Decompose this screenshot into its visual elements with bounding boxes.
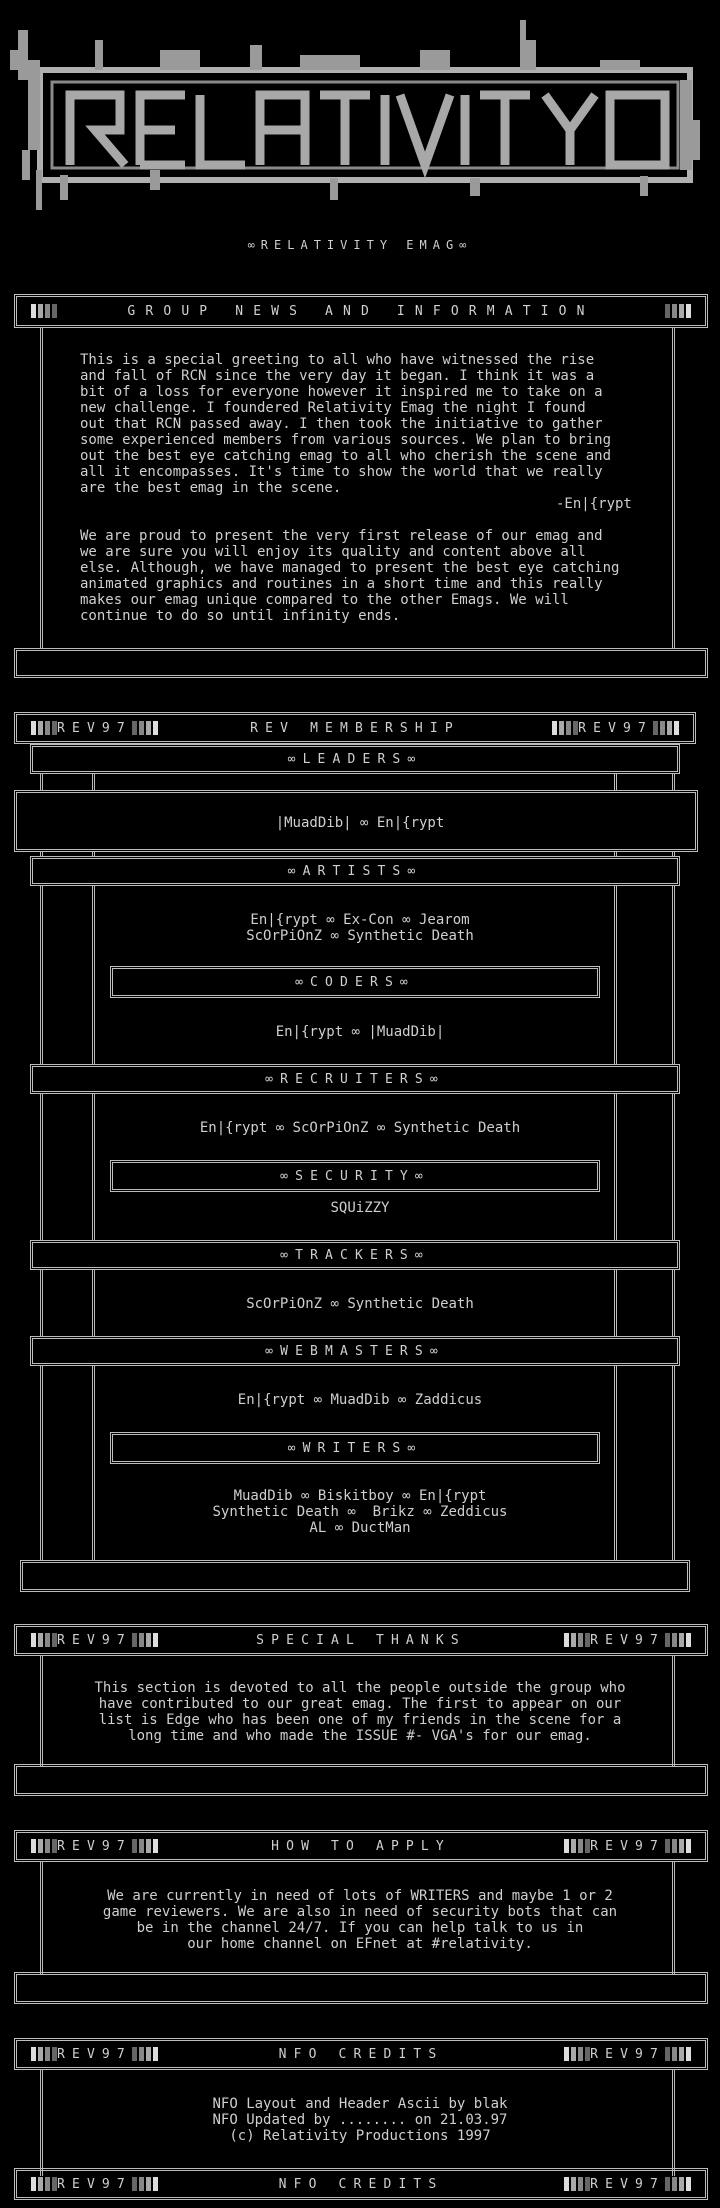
- how-to-apply-header: [14, 1830, 708, 1862]
- rev-label: REV97: [590, 2176, 665, 2192]
- block-bar-icon: [31, 721, 57, 735]
- recruiters-label: ∞RECRUITERS∞: [30, 1064, 680, 1094]
- block-bar-icon: [132, 1633, 158, 1647]
- subtitle: ∞RELATIVITY EMAG∞: [247, 238, 473, 252]
- block-bar-icon: [564, 2177, 590, 2191]
- membership-title: REV MEMBERSHIP: [250, 720, 460, 736]
- special-thanks-text: This section is devoted to all the people outside the group who have contributed to our great emag. The first to appear on our list is Edge who has been one of my friends in the scene for a long time and who made the ISSUE #- VGA's for our emag.: [94, 1680, 626, 1744]
- artists-members: En|{rypt ∞ Ex-Con ∞ Jearom ScOrPiOnZ ∞ Synthetic Death: [246, 912, 474, 944]
- rev-label: REV97: [57, 2176, 132, 2192]
- special-thanks-title: SPECIAL THANKS: [256, 1632, 466, 1648]
- block-bar-icon: [132, 1839, 158, 1853]
- svg-text:RELATIVITY: RELATIVITY: [356, 140, 364, 141]
- coders-members: En|{rypt ∞ |MuadDib|: [275, 1024, 445, 1040]
- special-thanks-header: [14, 1624, 708, 1656]
- group-news-paragraph-2: We are proud to present the very first release of our emag and we are sure you will enjoy its quality and content above all else. Although, we have managed to present the best eye catching animated graphics and routines in a short time and this really makes our emag unique compared to the other Emags. We will continue to do so until infinity ends.: [80, 528, 620, 624]
- block-bar-icon: [552, 721, 578, 735]
- leaders-members: |MuadDib| ∞ En|{rypt: [275, 815, 445, 831]
- block-bar-icon: [665, 2047, 691, 2061]
- nfo-credits-footer-title: NFO CREDITS: [278, 2176, 444, 2192]
- security-label: ∞SECURITY∞: [110, 1160, 600, 1192]
- section-footer-bar: [14, 1972, 708, 2004]
- block-bar-icon: [132, 2047, 158, 2061]
- how-to-apply-title: HOW TO APPLY: [271, 1838, 451, 1854]
- trackers-members: ScOrPiOnZ ∞ Synthetic Death: [246, 1296, 474, 1312]
- block-bar-icon: [132, 2177, 158, 2191]
- writers-members: MuadDib ∞ Biskitboy ∞ En|{rypt Synthetic Death ∞ Brikz ∞ Zeddicus AL ∞ DuctMan: [212, 1488, 508, 1536]
- group-news-signature: -En|{rypt: [556, 496, 632, 512]
- coders-label: ∞CODERS∞: [110, 966, 600, 998]
- block-bar-icon: [665, 2177, 691, 2191]
- block-bar-icon: [564, 2047, 590, 2061]
- section-footer-bar: [14, 648, 708, 678]
- block-bar-icon: [31, 1633, 57, 1647]
- rev-label: REV97: [57, 1838, 132, 1854]
- rev-label: REV97: [578, 720, 653, 736]
- block-bar-icon: [665, 1839, 691, 1853]
- block-bar-icon: [564, 1633, 590, 1647]
- rev-label: REV97: [57, 720, 132, 736]
- trackers-label: ∞TRACKERS∞: [30, 1240, 680, 1270]
- writers-label: ∞WRITERS∞: [110, 1432, 600, 1464]
- group-news-title: GROUP NEWS AND INFORMATION: [127, 303, 595, 319]
- block-bar-icon: [31, 1839, 57, 1853]
- frame-line: [672, 328, 675, 648]
- block-bar-icon: [653, 721, 679, 735]
- group-news-header: [14, 294, 708, 328]
- rev-label: REV97: [57, 1632, 132, 1648]
- frame-line: [40, 328, 43, 648]
- block-bar-icon: [31, 2177, 57, 2191]
- leaders-label: ∞LEADERS∞: [30, 744, 680, 774]
- rev-label: REV97: [57, 2046, 132, 2062]
- rev-label: REV97: [590, 2046, 665, 2062]
- block-bar-icon: [564, 1839, 590, 1853]
- membership-header: [14, 712, 696, 744]
- nfo-credits-title: NFO CREDITS: [278, 2046, 444, 2062]
- rev-label: REV97: [590, 1838, 665, 1854]
- relativity-logo: [0, 0, 720, 230]
- artists-label: ∞ARTISTS∞: [30, 856, 680, 886]
- rev-label: REV97: [590, 1632, 665, 1648]
- block-bar-icon: [665, 1633, 691, 1647]
- nfo-credits-footer: [14, 2168, 708, 2200]
- block-bar-icon: [132, 721, 158, 735]
- webmasters-label: ∞WEBMASTERS∞: [30, 1336, 680, 1366]
- nfo-credits-header: [14, 2038, 708, 2070]
- section-footer-bar: [20, 1560, 690, 1592]
- recruiters-members: En|{rypt ∞ ScOrPiOnZ ∞ Synthetic Death: [199, 1120, 521, 1136]
- group-news-paragraph-1: This is a special greeting to all who have witnessed the rise and fall of RCN since the very day it began. I think it was a bit of a loss for everyone however it inspired me to take on a new challenge. I foundered Relativity Emag the night I found out that RCN passed away. I then took the initiative to gather some experienced members from various sources. We plan to bring out the best eye catching emag to all who cherish the scene and all it encompasses. It's time to show the world that we really are the best emag in the scene.: [80, 352, 612, 496]
- block-bar-icon: [31, 2047, 57, 2061]
- security-members: SQUiZZY: [330, 1200, 390, 1216]
- block-bar-icon: [665, 304, 691, 318]
- how-to-apply-text: We are currently in need of lots of WRITERS and maybe 1 or 2 game reviewers. We are also in need of security bots that can be in the channel 24/7. If you can help talk to us in our home channel on EFnet at #relativity.: [102, 1888, 618, 1952]
- block-bar-icon: [31, 304, 57, 318]
- webmasters-members: En|{rypt ∞ MuadDib ∞ Zaddicus: [237, 1392, 483, 1408]
- nfo-credits-text: NFO Layout and Header Ascii by blak NFO Updated by ........ on 21.03.97 (c) Relativity Productions 1997: [212, 2096, 508, 2144]
- section-footer-bar: [14, 1764, 708, 1796]
